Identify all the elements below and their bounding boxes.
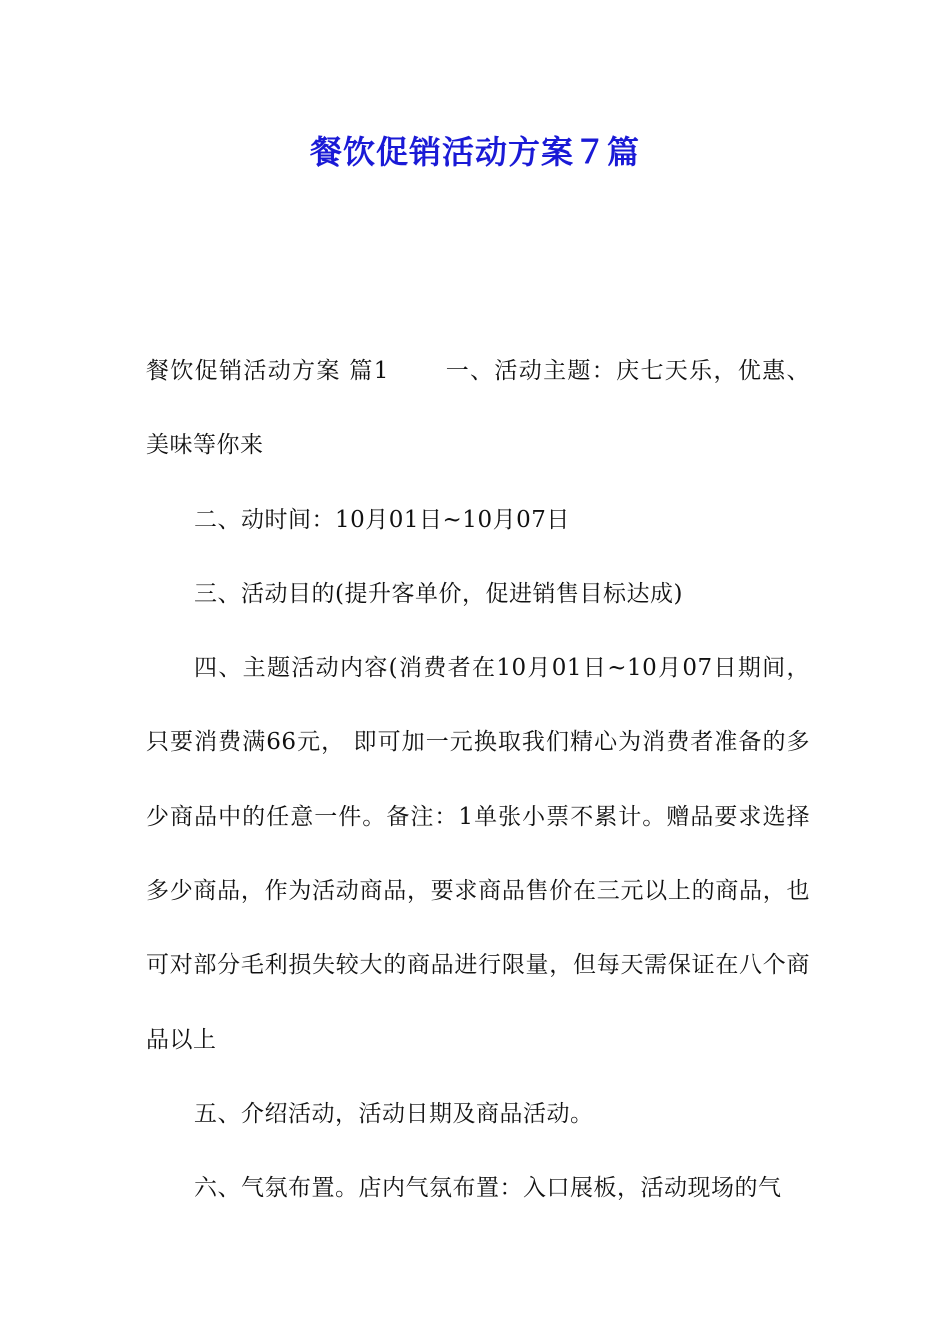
document-title: 餐饮促销活动方案７篇: [309, 133, 640, 171]
paragraph-2: 二、动时间：10月01日~10月07日: [194, 506, 570, 533]
paragraph-5: 五、介绍活动，活动日期及商品活动。: [194, 1100, 594, 1127]
paragraph-4: 四、主题活动内容(消费者在10月01日~10月07日期间，只要消费满66元， 即可加一元换取我们精心为消费者准备的多少商品中的任意一件。备注：1单张小票不累计。赠品要求选择多少商品，作为活动商品，要求商品售价在三元以上的商品，也可对部分毛利损失较大的商品进行限量，但每天需保证在八个商品以上: [146, 655, 810, 1053]
paragraph-6: 六、气氛布置。店内气氛布置：入口展板，活动现场的气: [194, 1175, 782, 1202]
paragraph-1-text: 一、活动主题：庆七天乐，优惠、美味等你来: [146, 358, 811, 459]
section-heading: 餐饮促销活动方案 篇1: [146, 358, 389, 384]
paragraph-3: 三、活动目的(提升客单价，促进销售目标达成): [194, 580, 683, 607]
paragraph-1: [146, 334, 810, 483]
document-body: [146, 334, 810, 1226]
